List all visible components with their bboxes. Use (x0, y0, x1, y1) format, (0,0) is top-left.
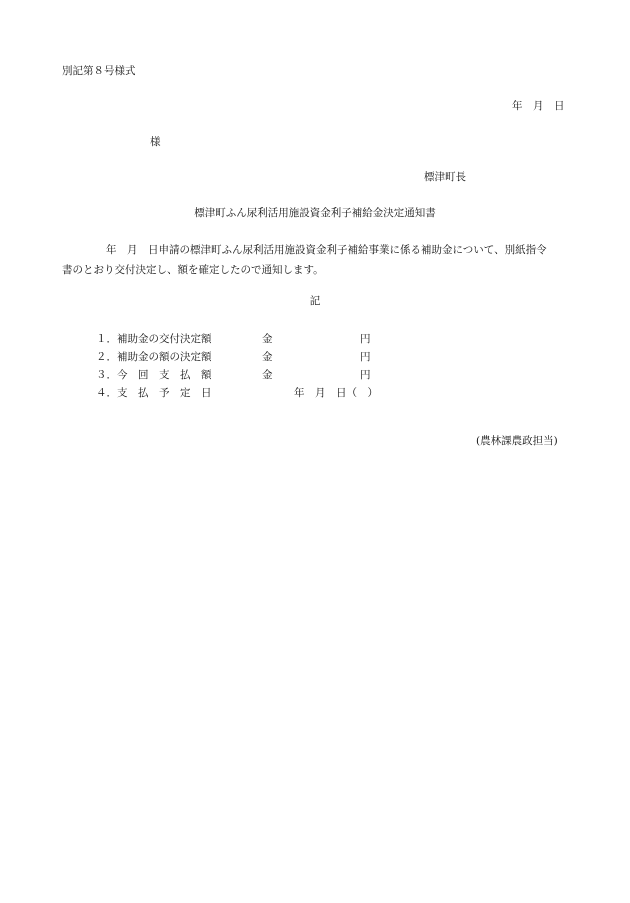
item-en: 円 (360, 351, 371, 363)
form-number: 別記第８号様式 (62, 65, 136, 77)
recipient-honorific: 様 (150, 136, 161, 148)
body-line-1: 年 月 日申請の標津町ふん尿利活用施設資金利子補給事業に係る補助金について、別紙指令 (106, 244, 547, 256)
item-label: ４．支 払 予 定 日 (96, 387, 212, 399)
document-title: 標津町ふん尿利活用施設資金利子補給金決定通知書 (194, 207, 436, 219)
item-kin: 金 (262, 351, 273, 363)
body-text (62, 240, 582, 280)
item-label: ３．今 回 支 払 額 (96, 369, 212, 381)
item-kin: 金 (262, 369, 273, 381)
item-en: 円 (360, 369, 371, 381)
item-label: ２．補助金の額の決定額 (96, 351, 212, 363)
item-en: 円 (360, 333, 371, 345)
item-kin: 金 (262, 333, 273, 345)
issuer: 標津町長 (424, 171, 466, 183)
body-line-2: 書のとおり交付決定し、額を確定したので通知します。 (62, 264, 324, 276)
ki-heading: 記 (309, 295, 321, 307)
item-date: 年 月 日（ ） (294, 387, 378, 399)
item-label: １．補助金の交付決定額 (96, 333, 212, 345)
department-note: (農林課農政担当) (476, 435, 558, 447)
date-line: 年 月 日 (512, 100, 565, 112)
